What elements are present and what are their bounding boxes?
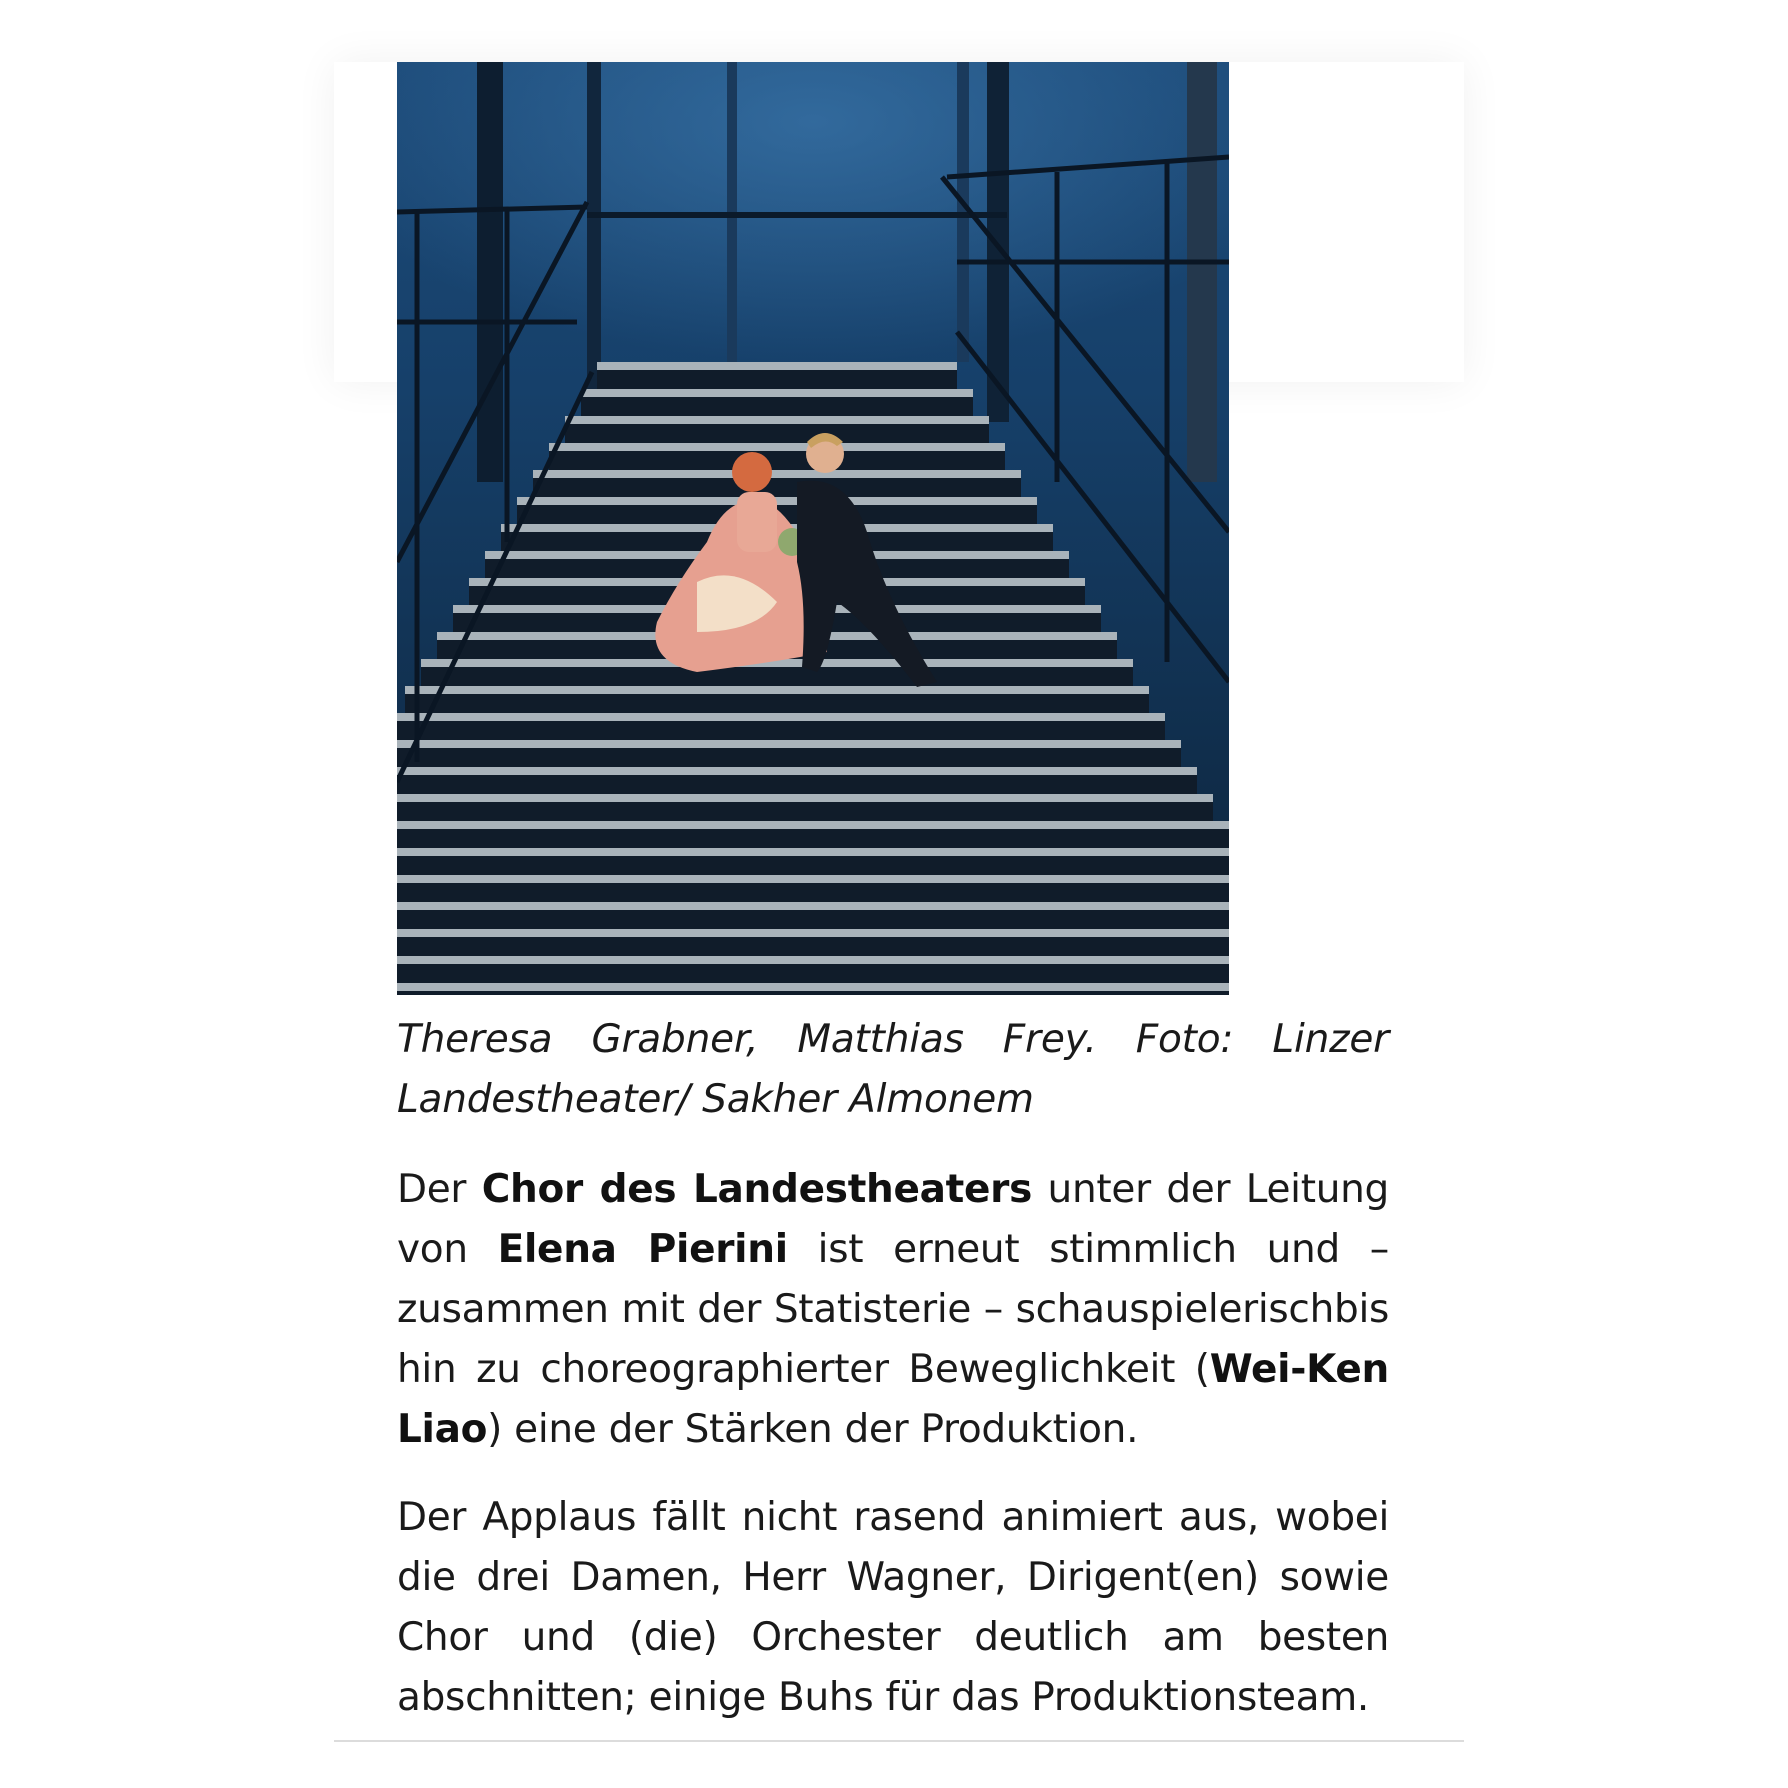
- stair-tread: [533, 470, 1021, 478]
- stair-riser: [405, 694, 1149, 713]
- stair-tread: [397, 740, 1181, 748]
- stair-riser: [581, 397, 973, 416]
- paragraph-chorus: [397, 1160, 1389, 1460]
- stair-riser: [397, 910, 1229, 929]
- stair-riser: [565, 424, 989, 443]
- stair-riser: [397, 748, 1181, 767]
- stair-riser: [533, 478, 1021, 497]
- stair-riser: [397, 775, 1197, 794]
- p1-bold-conductor: Elena Pierini: [497, 1227, 788, 1272]
- stair-tread: [397, 875, 1229, 883]
- stair-riser: [397, 937, 1229, 956]
- stair-tread: [397, 794, 1213, 802]
- paragraph-applause: Der Applaus fällt nicht rasend animiert aus, wobei die drei Damen, Herr Wagner, Dirigent(en) sowie Chor und (die) Orchester deutlich am besten abschnitten; einige Buhs für das Produktionsteam.: [397, 1495, 1389, 1720]
- stair-tread: [397, 983, 1229, 991]
- p1-bold-choreographer: Wei-Ken Liao: [397, 1347, 1389, 1452]
- stair-tread: [565, 416, 989, 424]
- p1-text-2: unter der Leitung von: [397, 1167, 1389, 1272]
- p1-text-4: ) eine der Stärken der Produktion.: [487, 1407, 1139, 1452]
- stair-tread: [397, 767, 1197, 775]
- stair-riser: [397, 856, 1229, 875]
- stage-photo-illustration: [397, 62, 1229, 995]
- stair-riser: [397, 883, 1229, 902]
- p1-text-3: ist erneut stimmlich und – zusammen mit der Statisterie – schauspielerischbis hin zu choreographierter Beweglichkeit (: [397, 1227, 1389, 1392]
- stair-tread: [397, 902, 1229, 910]
- stair-riser: [397, 721, 1165, 740]
- stair-tread: [397, 848, 1229, 856]
- stair-riser: [397, 829, 1229, 848]
- stair-tread: [549, 443, 1005, 451]
- p1-bold-chorus: Chor des Landestheaters: [481, 1167, 1033, 1212]
- stair-riser: [549, 451, 1005, 470]
- stair-tread: [405, 686, 1149, 694]
- stair-tread: [397, 713, 1165, 721]
- stair-tread: [397, 956, 1229, 964]
- stair-tread: [397, 929, 1229, 937]
- photo-caption: Theresa Grabner, Matthias Frey. Foto: Linzer Landestheater/ Sakher Almonem: [397, 1017, 1389, 1122]
- bottom-divider: [334, 1740, 1464, 1742]
- stair-riser: [397, 802, 1213, 821]
- stair-tread: [517, 497, 1037, 505]
- stair-tread: [581, 389, 973, 397]
- stair-tread: [397, 821, 1229, 829]
- p1-text-1: Der: [397, 1167, 482, 1212]
- stair-riser: [397, 991, 1229, 995]
- stair-tread: [597, 362, 957, 370]
- stair-riser: [597, 370, 957, 389]
- stair-riser: [397, 964, 1229, 983]
- stage-photo: [397, 62, 1229, 995]
- stair-riser: [421, 667, 1133, 686]
